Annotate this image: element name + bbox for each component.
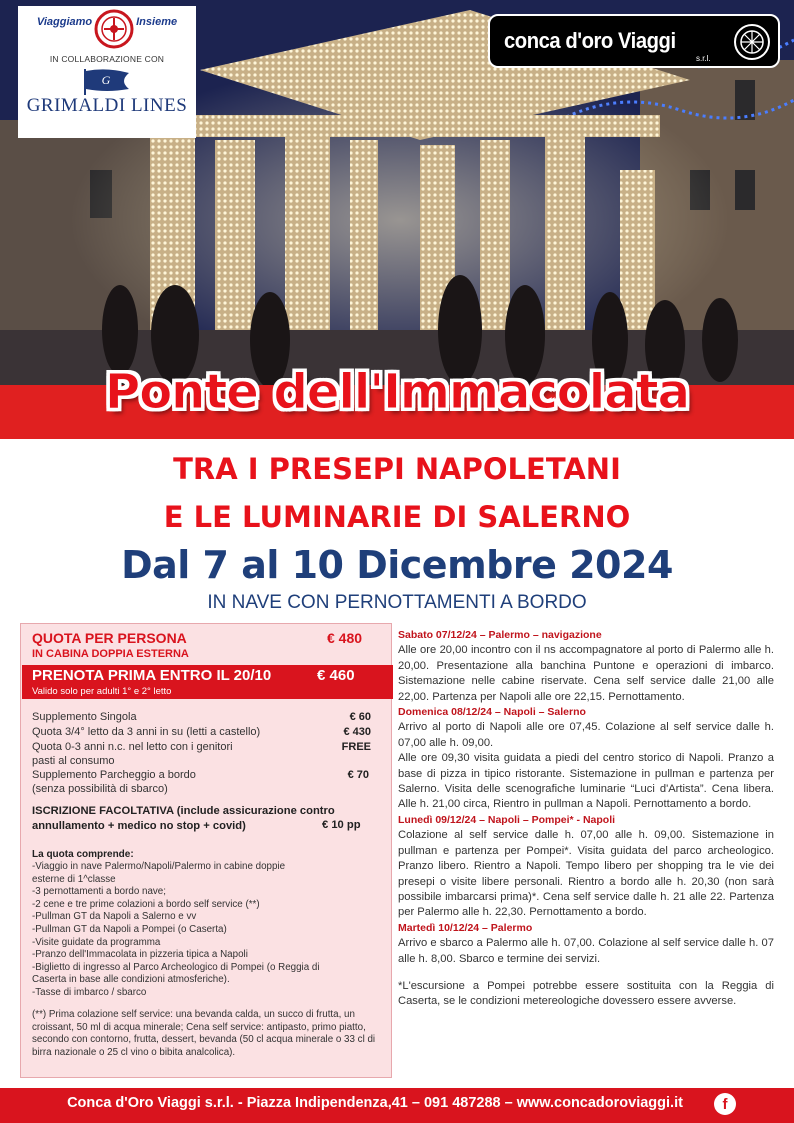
collaboration-text: IN COLLABORAZIONE CON [49,54,165,64]
day-title: Lunedì 09/12/24 – Napoli – Pompei* - Napoli [398,813,616,826]
subtitle-line-1: TRA I PRESEPI NAPOLETANI [173,452,621,486]
supplement-value: € 430 [343,726,371,738]
list-item: -Pranzo dell'Immacolata in pizzeria tipica a Napoli [32,949,248,961]
day-title: Domenica 08/12/24 – Napoli – Salerno [398,706,586,719]
early-booking-price: € 460 [317,667,355,684]
includes-list [32,861,387,1000]
insieme-text: Insieme [136,16,178,28]
day-text: Alle ore 20,00 incontro con il ns accompagnatore al porto di Palermo alle h. 20,00. Presentazione alla banchina Puntone e operazioni di imbarco. Sistemazione nelle cabine riservate. Cena self service dalle 21,00 alle 22,00. Partenza per Napoli alle ore 22,15. Pernottamento. [398,644,774,703]
supplement-label: Quota 0-3 anni n.c. nel letto con i genitori [32,741,233,753]
supplement-label: Supplemento Parcheggio a bordo [32,769,196,781]
itinerary-note: *L'escursione a Pompei potrebbe essere sostituita con la Reggia di Caserta, se le condizioni metereologiche dovessero essere avverse. [398,979,774,1008]
supplement-label: pasti al consumo [32,755,115,767]
trip-dates: Dal 7 al 10 Dicembre 2024 [121,543,673,587]
supplement-value: € 70 [347,769,369,781]
pricing-box [20,623,392,1078]
facebook-icon[interactable]: f [714,1093,736,1115]
supplement-value: € 60 [349,711,371,723]
list-item: -3 pernottamenti a bordo nave; [32,886,166,898]
supplement-label: (senza possibilità di sbarco) [32,783,168,795]
day-title: Sabato 07/12/24 – Palermo – navigazione [398,629,602,641]
insurance-price: € 10 pp [322,819,361,831]
list-item: Caserta in base alle condizioni atmosferiche). [32,974,230,986]
day-text: Arrivo e sbarco a Palermo alle h. 07,00. Colazione al self service dalle h. 07 alle h. 8,00. Sbarco e termine dei servizi. [398,937,774,965]
list-item: -2 cene e tre prime colazioni a bordo self service (**) [32,898,260,910]
brand-srl: s.r.l. [696,54,711,63]
list-item: -Biglietto di ingresso al Parco Archeologico di Pompei (o Reggia di [32,961,320,973]
main-title: Ponte dell'Immacolata [105,364,689,420]
list-item: -Tasse di imbarco / sbarco [32,986,147,998]
quota-label: QUOTA PER PERSONA [32,630,187,646]
early-booking-note: Valido solo per adulti 1° e 2° letto [32,686,172,697]
trip-subtitle: IN NAVE CON PERNOTTAMENTI A BORDO [207,592,587,613]
list-item: -Viaggio in nave Palermo/Napoli/Palermo in cabine doppie [32,861,286,872]
conca-doro-logo [488,14,780,68]
brand-name: conca d'oro Viaggi [504,28,676,53]
grimaldi-lines-text: GRIMALDI LINES [26,95,188,116]
subtitle-line-2: E LE LUMINARIE DI SALERNO [163,500,631,534]
supplement-value: FREE [341,741,371,753]
viaggiamo-insieme-emblem-icon [94,9,134,49]
supplement-label: Supplemento Singola [32,711,137,723]
quota-price: € 480 [327,630,363,646]
supplement-label: Quota 3/4° letto da 3 anni in su (letti a castello) [32,726,261,738]
flag-letter: G [101,73,111,87]
insurance-text: ISCRIZIONE FACOLTATIVA (include assicurazione contro annullamento + medico no stop + covid) [32,805,335,832]
itinerary [398,628,774,1021]
day-text: Arrivo al porto di Napoli alle ore 07,45. Colazione al self service dalle h. 07,00 alle h. 09,00. Alle ore 09,30 visita guidata a piedi del centro storico di Napoli. Pranzo a base di pizza in tipico ristorante. Sistemazione in pullman e partenza per Salerno. Visita delle scenografiche luminarie “Luci d'Artista”. Cena libera. Alle h. 21,00 circa, Rientro in pullman a Napoli. Pernottamento a bordo. [398,721,774,811]
early-booking-label: PRENOTA PRIMA ENTRO IL 20/10 [32,667,272,684]
includes-heading: La quota comprende: [32,849,134,860]
day-text: Colazione al self service dalle h. 07,00 alle h. 09,00. Sistemazione in pullman e partenza per Pompei*. Visita guidata del parco archeologico. Pranzo libero. Rientro a Napoli. Tempo libero per shopping tra le vie dei presepi o visite libere personali. Rientro a bordo alle h. 20,30 (non sarà possibile imbarcarsi prima)*. Cena self service dalle h. 21 alle 22. Partenza per Palermo alle h. 22,30. Pernottamento a bordo. [398,829,774,919]
quota-subtitle: IN CABINA DOPPIA ESTERNA [32,648,189,660]
footer-contact: Conca d'Oro Viaggi s.r.l. - Piazza Indipendenza,41 – 091 487288 – www.concadoroviaggi.it [67,1095,683,1111]
viaggiamo-text: Viaggiamo [36,16,93,28]
list-item: -Pullman GT da Napoli a Salerno e vv [32,911,197,923]
list-item: -Pullman GT da Napoli a Pompei (o Caserta) [32,923,227,935]
day-title: Martedì 10/12/24 – Palermo [398,921,533,934]
grimaldi-flag-icon [81,67,133,97]
list-item: -Visite guidate da programma [32,936,161,948]
meals-note: (**) Prima colazione self service: una bevanda calda, un succo di frutta, un croissant, 50 ml di acqua minerale; Cena self service: antipasto, primo piatto, secondo con contorno, frutta, dessert, bevanda (50 cl acqua minerale o 33 cl di birra nazionale o 25 cl vino o bibita analcolica). [32,1009,376,1058]
viaggiamo-insieme-logo [18,6,196,138]
list-item: esterne di 1^classe [32,873,116,885]
conca-doro-emblem-icon [732,22,772,62]
